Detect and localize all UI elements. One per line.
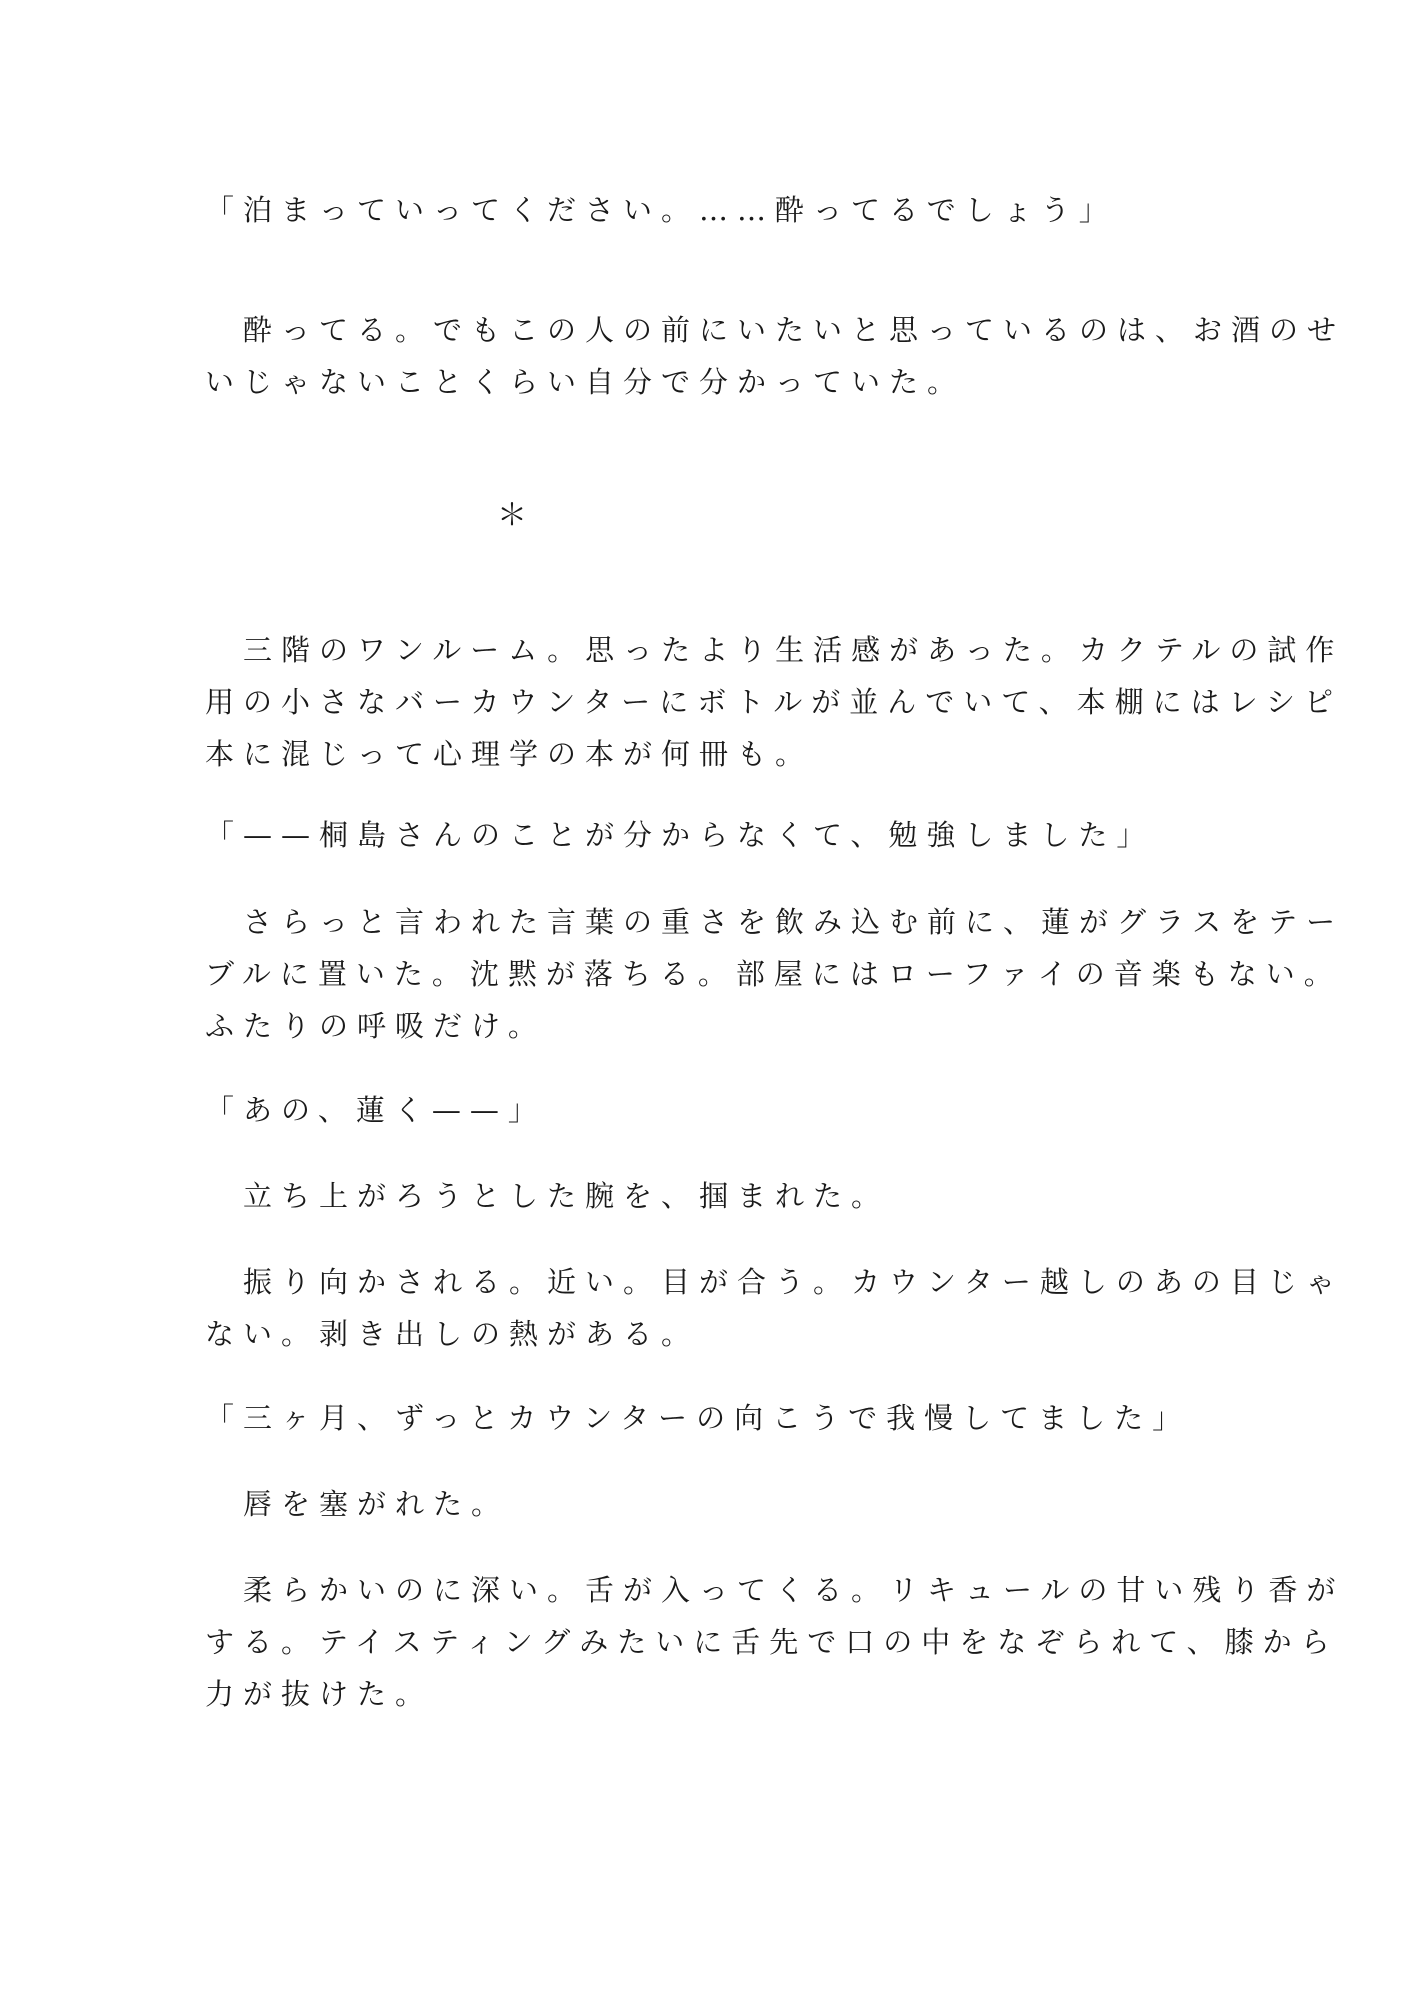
text-line: 用の小さなバーカウンターにボトルが並んでいて、本棚にはレシピ	[205, 685, 1342, 719]
text-line: 唇を塞がれた。	[205, 1487, 510, 1521]
text-line: ない。剥き出しの熱がある。	[205, 1317, 700, 1351]
text-line: 本に混じって心理学の本が何冊も。	[205, 737, 814, 771]
text-line: さらっと言われた言葉の重さを飲み込む前に、蓮がグラスをテー	[205, 905, 1345, 939]
text-line: 「——桐島さんのことが分からなくて、勉強しました」	[205, 818, 1155, 852]
text-line: する。テイスティングみたいに舌先で口の中をなぞられて、膝から	[205, 1625, 1339, 1659]
text-line: 三階のワンルーム。思ったより生活感があった。カクテルの試作	[205, 633, 1344, 667]
text-line: ふたりの呼吸だけ。	[205, 1009, 546, 1043]
text-line: ブルに置いた。沈黙が落ちる。部屋にはローファイの音楽もない。	[205, 957, 1342, 991]
text-line: いじゃないことくらい自分で分かっていた。	[205, 365, 966, 399]
text-line: 酔ってる。でもこの人の前にいたいと思っているのは、お酒のせ	[205, 313, 1346, 347]
text-line: 「三ヶ月、ずっとカウンターの向こうで我慢してました」	[205, 1401, 1191, 1435]
text-line: 力が抜けた。	[205, 1677, 434, 1711]
text-line: 立ち上がろうとした腕を、掴まれた。	[205, 1179, 890, 1213]
text-line: 振り向かされる。近い。目が合う。カウンター越しのあの目じゃ	[205, 1265, 1344, 1299]
text-line: 「あの、蓮く——」	[205, 1093, 546, 1127]
section-separator: ＊	[497, 498, 527, 533]
text-line: 「泊まっていってください。……酔ってるでしょう」	[205, 193, 1117, 227]
text-line: 柔らかいのに深い。舌が入ってくる。リキュールの甘い残り香が	[205, 1573, 1345, 1607]
